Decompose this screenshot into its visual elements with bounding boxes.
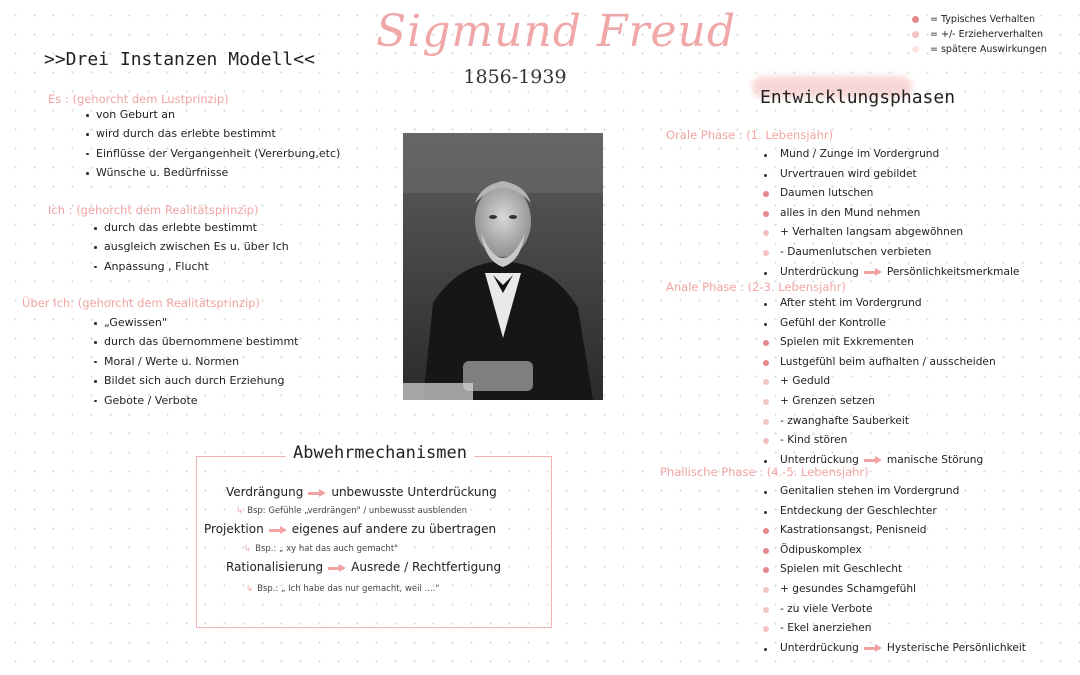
arrow-right-icon xyxy=(308,489,326,497)
list-item xyxy=(762,502,1026,522)
es-label: Es : (gehorcht dem Lustprinzip) xyxy=(48,92,229,106)
list-item: ausgleich zwischen Es u. über Ich xyxy=(94,237,289,256)
es-list xyxy=(86,105,340,183)
list-item xyxy=(762,353,996,373)
list-item: Wünsche u. Bedürfnisse xyxy=(86,163,340,182)
item-text: - Kind stören xyxy=(780,434,848,447)
educator-behavior-dot-icon xyxy=(763,399,769,405)
anal-phase-list xyxy=(762,294,996,470)
return-arrow-icon: ↳ xyxy=(244,544,252,554)
phallic-phase-label: Phallische Phase : (4.-5. Lebensjahr) xyxy=(660,465,869,479)
legend-dot-icon xyxy=(912,16,919,23)
item-result: manische Störung xyxy=(886,453,984,466)
phallic-phase-list xyxy=(762,482,1026,658)
item-text: + gesundes Schamgefühl xyxy=(780,582,916,595)
item-text: After steht im Vordergrund xyxy=(780,297,922,309)
typical-behavior-dot-icon xyxy=(763,548,769,554)
item-text: - zwanghafte Sauberkeit xyxy=(780,414,910,427)
educator-behavior-dot-icon xyxy=(763,419,769,425)
list-item xyxy=(762,521,1026,541)
list-item: von Geburt an xyxy=(86,105,340,124)
oral-phase-list xyxy=(762,145,1019,282)
arrow-right-icon xyxy=(269,526,287,534)
legend-item xyxy=(912,12,1047,27)
typical-behavior-dot-icon xyxy=(763,567,769,573)
list-item: Gebote / Verbote xyxy=(94,391,298,410)
defense-row-rationalisierung xyxy=(226,560,501,574)
item-result: Hysterische Persönlichkeit xyxy=(886,641,1026,654)
ueberich-label: Über Ich: (gehorcht dem Realitätsprinzip) xyxy=(22,296,260,310)
example-text: Bsp.: „ Ich habe das nur gemacht, weil ...." xyxy=(257,584,440,594)
defense-example xyxy=(236,506,467,516)
legend-dot-icon xyxy=(912,46,919,53)
educator-behavior-dot-icon xyxy=(763,438,769,444)
item-text: Daumen lutschen xyxy=(780,187,874,200)
item-text: Spielen mit Geschlecht xyxy=(780,563,903,576)
typical-behavior-dot-icon xyxy=(763,528,769,534)
bullet-icon xyxy=(764,511,767,514)
phases-heading: Entwicklungsphasen xyxy=(760,87,956,108)
item-text: Unterdrückung xyxy=(780,453,859,466)
arrow-right-icon xyxy=(864,268,882,276)
list-item xyxy=(762,165,1019,185)
educator-behavior-dot-icon xyxy=(763,250,769,256)
list-item: Moral / Werte u. Normen xyxy=(94,352,298,371)
educator-behavior-dot-icon xyxy=(763,230,769,236)
anal-phase-label: Anale Phase : (2-3. Lebensjahr) xyxy=(666,280,846,294)
item-text: Ödipuskomplex xyxy=(780,543,862,556)
defense-term: Rationalisierung xyxy=(226,560,324,574)
list-item: wird durch das erlebte bestimmt xyxy=(86,124,340,143)
defense-meaning: unbewusste Unterdrückung xyxy=(331,485,497,499)
life-years: 1856-1939 xyxy=(463,66,567,88)
defense-row-projektion xyxy=(204,522,496,536)
bullet-icon xyxy=(764,648,767,651)
item-text: Unterdrückung xyxy=(780,265,859,278)
legend-label: = Typisches Verhalten xyxy=(930,14,1036,25)
list-item xyxy=(762,541,1026,561)
typical-behavior-dot-icon xyxy=(763,211,769,217)
list-item: durch das erlebte bestimmt xyxy=(94,218,289,237)
list-item xyxy=(762,392,996,412)
item-text: Entdeckung der Geschlechter xyxy=(780,504,937,517)
bullet-icon xyxy=(764,303,767,306)
list-item: Einflüsse der Vergangenheit (Vererbung,etc) xyxy=(86,144,340,163)
page-title: Sigmund Freud xyxy=(376,6,737,57)
educator-behavior-dot-icon xyxy=(763,379,769,385)
bullet-icon xyxy=(764,460,767,463)
bullet-icon xyxy=(764,491,767,494)
item-text: + Verhalten langsam abgewöhnen xyxy=(780,226,964,239)
item-text: + Geduld xyxy=(780,375,831,388)
bullet-icon xyxy=(764,174,767,177)
educator-behavior-dot-icon xyxy=(763,607,769,613)
item-text: Kastrationsangst, Penisneid xyxy=(780,524,927,537)
item-text: - Daumenlutschen verbieten xyxy=(780,245,932,258)
list-item: Anpassung , Flucht xyxy=(94,257,289,276)
item-text: alles in den Mund nehmen xyxy=(780,206,921,219)
legend-label: = +/- Erzieherverhalten xyxy=(930,29,1044,40)
ich-list xyxy=(94,218,289,276)
item-text: Urvertrauen wird gebildet xyxy=(780,167,917,180)
item-text: Lustgefühl beim aufhalten / ausscheiden xyxy=(780,355,996,368)
list-item: durch das übernommene bestimmt xyxy=(94,332,298,351)
example-text: Bsp: Gefühle „verdrängen" / unbewusst ausblenden xyxy=(247,506,467,516)
list-item xyxy=(762,294,996,314)
typical-behavior-dot-icon xyxy=(763,340,769,346)
arrow-right-icon xyxy=(864,644,882,652)
bullet-icon xyxy=(764,154,767,157)
item-text: - Ekel anerziehen xyxy=(780,622,872,635)
arrow-right-icon xyxy=(328,564,346,572)
list-item xyxy=(762,333,996,353)
list-item: Bildet sich auch durch Erziehung xyxy=(94,371,298,390)
educator-behavior-dot-icon xyxy=(763,626,769,632)
example-text: Bsp.: „ xy hat das auch gemacht" xyxy=(255,544,399,554)
defense-meaning: eigenes auf andere zu übertragen xyxy=(291,522,497,536)
ueberich-list xyxy=(94,313,298,410)
list-item xyxy=(762,580,1026,600)
item-text: Genitalien stehen im Vordergrund xyxy=(780,485,960,497)
legend xyxy=(912,12,1047,57)
defense-example xyxy=(246,584,439,594)
item-result: Persönlichkeitsmerkmale xyxy=(886,265,1020,278)
educator-behavior-dot-icon xyxy=(763,587,769,593)
legend-dot-icon xyxy=(912,31,919,38)
list-item xyxy=(762,600,1026,620)
item-text: Gefühl der Kontrolle xyxy=(780,316,886,329)
item-text: + Grenzen setzen xyxy=(780,394,875,407)
list-item: „Gewissen" xyxy=(94,313,298,332)
defense-meaning: Ausrede / Rechtfertigung xyxy=(351,560,502,574)
defense-term: Projektion xyxy=(204,522,264,536)
list-item xyxy=(762,243,1019,263)
return-arrow-icon: ↳ xyxy=(246,584,254,594)
item-text: - zu viele Verbote xyxy=(780,602,873,615)
legend-item xyxy=(912,42,1047,57)
item-text: Spielen mit Exkrementen xyxy=(780,336,914,349)
list-item xyxy=(762,619,1026,639)
model-heading: >>Drei Instanzen Modell<< xyxy=(44,49,315,70)
return-arrow-icon: ↳ xyxy=(236,506,244,516)
typical-behavior-dot-icon xyxy=(763,360,769,366)
defense-term: Verdrängung xyxy=(226,485,304,499)
defense-box xyxy=(196,456,552,628)
list-item xyxy=(762,314,996,334)
item-text: Unterdrückung xyxy=(780,641,859,654)
defense-row-verdraengung xyxy=(226,485,497,499)
list-item xyxy=(762,560,1026,580)
list-item xyxy=(762,372,996,392)
list-item xyxy=(762,482,1026,502)
oral-phase-label: Orale Phase : (1. Lebensjahr) xyxy=(666,128,834,142)
bullet-icon xyxy=(764,272,767,275)
legend-item xyxy=(912,27,1047,42)
typical-behavior-dot-icon xyxy=(763,191,769,197)
list-item xyxy=(762,223,1019,243)
freud-portrait xyxy=(403,133,603,400)
defense-heading: Abwehrmechanismen xyxy=(286,443,474,463)
arrow-right-icon xyxy=(864,456,882,464)
legend-label: = spätere Auswirkungen xyxy=(930,44,1047,55)
item-text: Mund / Zunge im Vordergrund xyxy=(780,148,940,160)
list-item xyxy=(762,204,1019,224)
ich-label: Ich : (gehorcht dem Realitätsprinzip) xyxy=(48,203,259,217)
list-item xyxy=(762,639,1026,659)
defense-example xyxy=(244,544,398,554)
list-item xyxy=(762,431,996,451)
list-item xyxy=(762,145,1019,165)
bullet-icon xyxy=(764,323,767,326)
list-item xyxy=(762,412,996,432)
list-item xyxy=(762,184,1019,204)
